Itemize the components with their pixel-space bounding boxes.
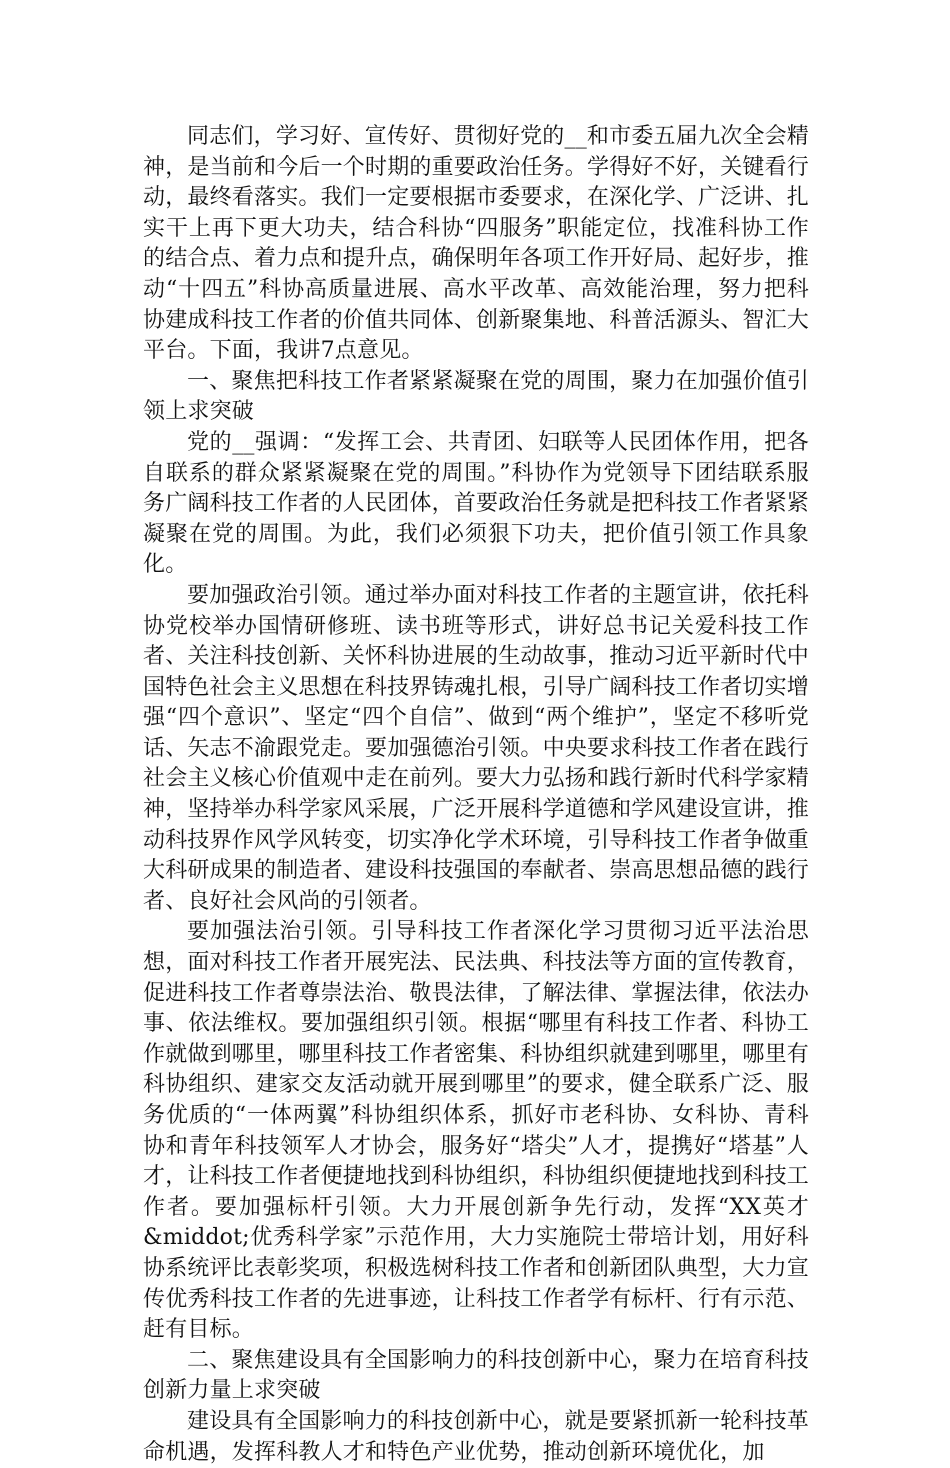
document-body (143, 122, 809, 1468)
section-heading-2: 二、聚焦建设具有全国影响力的科技创新中心，聚力在培育科技创新力量上求突破 (143, 1347, 809, 1404)
paragraph-legal-guidance: 要加强法治引领。引导科技工作者深化学习贯彻习近平法治思想，面对科技工作者开展宪法、民法典、科技法等方面的宣传教育，促进科技工作者尊崇法治、敬畏法律，了解法律、掌握法律，依法办事、依法维权。要加强组织引领。根据“哪里有科技工作者、科协工作就做到哪里，哪里科技工作者密集、科协组织就建到哪里，哪里有科协组织、建家交友活动就开展到哪里”的要求，健全联系广泛、服务优质的“一体两翼”科协组织体系，抓好市老科协、女科协、青科协和青年科技领军人才协会，服务好“塔尖”人才，提携好“塔基”人才，让科技工作者便捷地找到科协组织，科协组织便捷地找到科技工作者。要加强标杆引领。大力开展创新争先行动，发挥“XX英才&middot;优秀科学家”示范作用，大力实施院士带培计划，用好科协系统评比表彰奖项，积极选树科技工作者和创新团队典型，大力宣传优秀科技工作者的先进事迹，让科技工作者学有标杆、行有示范、赶有目标。 (143, 919, 810, 1343)
paragraph-political-guidance: 要加强政治引领。通过举办面对科技工作者的主题宣讲，依托科协党校举办国情研修班、读书班等形式，讲好总书记关爱科技工作者、关注科技创新、关怀科协进展的生动故事，推动习近平新时代中国特色社会主义思想在科技界铸魂扎根，引导广阔科技工作者切实增强“四个意识”、坚定“四个自信”、做到“两个维护”，坚定不移听党话、矢志不渝跟党走。要加强德治引领。中央要求科技工作者在践行社会主义核心价值观中走在前列。要大力弘扬和践行新时代科学家精神，坚持举办科学家风采展，广泛开展科学道德和学风建设宣讲，推动科技界作风学风转变，切实净化学术环境，引导科技工作者争做重大科研成果的制造者、建设科技强国的奉献者、崇高思想品德的践行者、良好社会风尚的引领者。 (143, 582, 810, 914)
paragraph-section2-intro: 建设具有全国影响力的科技创新中心，就是要紧抓新一轮科技革命机遇，发挥科教人才和特色产业优势，推动创新环境优化，加 (143, 1408, 809, 1465)
paragraph-section1-intro: 党的__强调：“发挥工会、共青团、妇联等人民团体作用，把各自联系的群众紧紧凝聚在党的周围。”科协作为党领导下团结联系服务广阔科技工作者的人民团体，首要政治任务就是把科技工作者紧紧凝聚在党的周围。为此，我们必须狠下功夫，把价值引领工作具象化。 (143, 429, 810, 578)
section-heading-1: 一、聚焦把科技工作者紧紧凝聚在党的周围，聚力在加强价值引领上求突破 (143, 368, 809, 425)
paragraph-intro: 同志们，学习好、宣传好、贯彻好党的__和市委五届九次全会精神，是当前和今后一个时期的重要政治任务。学得好不好，关键看行动，最终看落实。我们一定要根据市委要求，在深化学、广泛讲、扎实干上再下更大功夫，结合科协“四服务”职能定位，找准科协工作的结合点、着力点和提升点，确保明年各项工作开好局、起好步，推动“十四五”科协高质量进展、高水平改革、高效能治理，努力把科协建成科技工作者的价值共同体、创新聚集地、科普活源头、智汇大平台。下面，我讲7点意见。 (143, 124, 810, 364)
